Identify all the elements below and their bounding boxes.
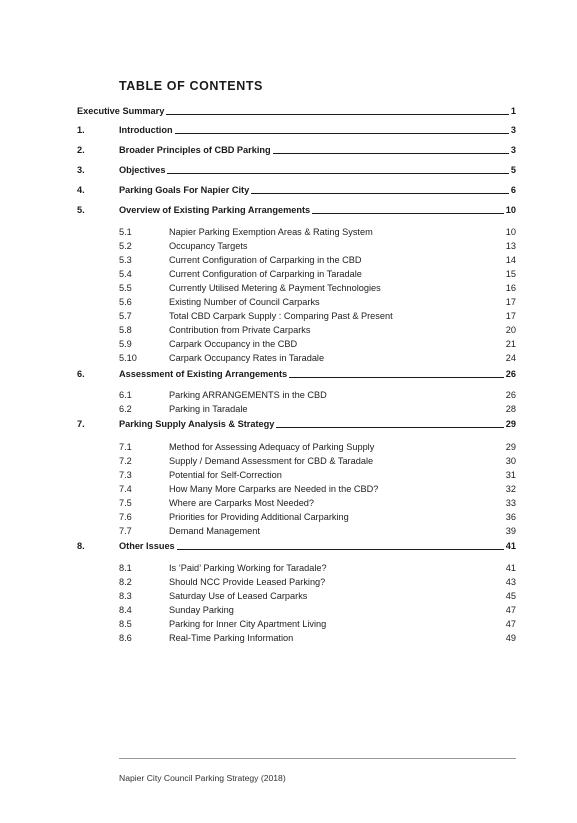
toc-subsection-page: 32 bbox=[505, 483, 516, 494]
toc-subsection-title: Carpark Occupancy in the CBD bbox=[169, 338, 298, 349]
toc-subsection-7-1[interactable] bbox=[119, 442, 516, 453]
toc-subsection-title: Sunday Parking bbox=[169, 604, 234, 615]
toc-subsection-5-3[interactable] bbox=[119, 255, 516, 266]
page-footer: Napier City Council Parking Strategy (2018) bbox=[119, 773, 286, 783]
toc-subsection-5-5[interactable] bbox=[119, 283, 516, 294]
toc-subsection-5-4[interactable] bbox=[119, 269, 516, 280]
toc-subsection-5-10[interactable] bbox=[119, 353, 516, 364]
toc-subsection-title: How Many More Carparks are Needed in the CBD? bbox=[169, 483, 379, 494]
toc-subsection-title: Parking ARRANGEMENTS in the CBD bbox=[169, 390, 327, 400]
dot-leader bbox=[177, 549, 504, 550]
toc-subsection-title: Method for Assessing Adequacy of Parking Supply bbox=[169, 442, 375, 452]
toc-subsection-title: Should NCC Provide Leased Parking? bbox=[169, 577, 326, 587]
toc-section-5[interactable] bbox=[77, 205, 516, 216]
toc-subsection-5-8[interactable] bbox=[119, 325, 516, 336]
toc-subsection-title: Priorities for Providing Additional Carparking bbox=[169, 511, 349, 522]
toc-section-page: 26 bbox=[505, 369, 516, 379]
toc-subsection-8-4[interactable] bbox=[119, 605, 516, 616]
toc-subsection-7-7[interactable] bbox=[119, 526, 516, 537]
toc-section-number: 3. bbox=[77, 165, 85, 175]
toc-subsection-number: 7.6 bbox=[119, 511, 132, 522]
toc-subsection-title: Carpark Occupancy Rates in Taradale bbox=[169, 352, 325, 363]
toc-subsection-7-2[interactable] bbox=[119, 456, 516, 467]
toc-section-page: 3 bbox=[510, 145, 516, 155]
toc-subsection-page: 16 bbox=[505, 282, 516, 293]
toc-subsection-page: 28 bbox=[505, 403, 516, 414]
toc-subsection-number: 7.1 bbox=[119, 442, 132, 452]
toc-subsection-page: 15 bbox=[505, 268, 516, 279]
toc-section-4[interactable] bbox=[77, 185, 516, 196]
toc-subsection-title: Occupancy Targets bbox=[169, 240, 248, 251]
toc-entry-executive-summary[interactable] bbox=[77, 106, 516, 117]
toc-subsection-number: 8.5 bbox=[119, 618, 132, 629]
toc-subsection-number: 5.1 bbox=[119, 227, 132, 237]
toc-section-8[interactable] bbox=[77, 541, 516, 552]
toc-section-number: 8. bbox=[77, 541, 85, 551]
toc-subsection-number: 8.3 bbox=[119, 590, 132, 601]
dot-leader bbox=[251, 193, 509, 194]
toc-subsection-number: 7.7 bbox=[119, 525, 132, 536]
toc-subsection-page: 41 bbox=[505, 563, 516, 573]
toc-section-6[interactable] bbox=[77, 369, 516, 380]
toc-section-number: 7. bbox=[77, 419, 85, 429]
toc-subsection-page: 49 bbox=[505, 632, 516, 643]
toc-subsection-page: 33 bbox=[505, 497, 516, 508]
page-title: TABLE OF CONTENTS bbox=[119, 79, 263, 93]
toc-subsection-number: 7.4 bbox=[119, 483, 132, 494]
toc-subsection-title: Where are Carparks Most Needed? bbox=[169, 497, 315, 508]
toc-subsection-6-1[interactable] bbox=[119, 390, 516, 401]
toc-subsection-title: Contribution from Private Carparks bbox=[169, 324, 311, 335]
toc-subsection-page: 13 bbox=[505, 240, 516, 251]
toc-entry-title: Executive Summary bbox=[77, 106, 165, 116]
dot-leader bbox=[289, 377, 504, 378]
toc-subsection-page: 24 bbox=[505, 352, 516, 363]
toc-subsection-8-5[interactable] bbox=[119, 619, 516, 630]
toc-subsection-number: 5.3 bbox=[119, 254, 132, 265]
toc-subsection-number: 8.1 bbox=[119, 563, 132, 573]
toc-subsection-title: Napier Parking Exemption Areas & Rating System bbox=[169, 227, 373, 237]
toc-subsection-8-6[interactable] bbox=[119, 633, 516, 644]
toc-subsection-title: Existing Number of Council Carparks bbox=[169, 296, 320, 307]
toc-subsection-number: 5.8 bbox=[119, 324, 132, 335]
toc-subsection-number: 8.6 bbox=[119, 632, 132, 643]
toc-subsection-number: 6.2 bbox=[119, 403, 132, 414]
toc-subsection-page: 30 bbox=[505, 455, 516, 466]
toc-subsection-5-1[interactable] bbox=[119, 227, 516, 238]
toc-subsection-page: 47 bbox=[505, 618, 516, 629]
toc-subsection-5-2[interactable] bbox=[119, 241, 516, 252]
toc-section-title: Assessment of Existing Arrangements bbox=[119, 369, 288, 379]
dot-leader bbox=[276, 427, 503, 428]
toc-subsection-page: 20 bbox=[505, 324, 516, 335]
toc-section-number: 1. bbox=[77, 125, 85, 135]
toc-section-page: 10 bbox=[505, 205, 516, 215]
toc-subsection-page: 17 bbox=[505, 296, 516, 307]
toc-subsection-title: Current Configuration of Carparking in the CBD bbox=[169, 254, 362, 265]
toc-subsection-8-2[interactable] bbox=[119, 577, 516, 588]
toc-subsection-page: 26 bbox=[505, 390, 516, 400]
toc-subsection-title: Saturday Use of Leased Carparks bbox=[169, 590, 308, 601]
dot-leader bbox=[175, 133, 509, 134]
toc-subsection-7-3[interactable] bbox=[119, 470, 516, 481]
toc-section-page: 6 bbox=[510, 185, 516, 195]
toc-subsection-title: Supply / Demand Assessment for CBD & Taradale bbox=[169, 455, 374, 466]
footer-divider bbox=[119, 758, 516, 759]
toc-subsection-5-9[interactable] bbox=[119, 339, 516, 350]
toc-subsection-page: 45 bbox=[505, 590, 516, 601]
toc-section-title: Other Issues bbox=[119, 541, 175, 551]
toc-subsection-page: 29 bbox=[505, 442, 516, 452]
toc-subsection-5-7[interactable] bbox=[119, 311, 516, 322]
toc-subsection-page: 39 bbox=[505, 525, 516, 536]
toc-subsection-page: 47 bbox=[505, 604, 516, 615]
toc-section-number: 2. bbox=[77, 145, 85, 155]
toc-section-page: 41 bbox=[505, 541, 516, 551]
toc-section-title: Parking Supply Analysis & Strategy bbox=[119, 419, 275, 429]
toc-subsection-title: Currently Utilised Metering & Payment Technologies bbox=[169, 282, 381, 293]
toc-subsection-title: Real-Time Parking Information bbox=[169, 632, 294, 643]
toc-subsection-title: Total CBD Carpark Supply : Comparing Past & Present bbox=[169, 310, 393, 321]
toc-subsection-title: Current Configuration of Carparking in Taradale bbox=[169, 268, 362, 279]
toc-subsection-number: 8.2 bbox=[119, 577, 132, 587]
toc-section-page: 5 bbox=[510, 165, 516, 175]
toc-section-3[interactable] bbox=[77, 165, 516, 176]
toc-subsection-page: 36 bbox=[505, 511, 516, 522]
toc-subsection-8-1[interactable] bbox=[119, 563, 516, 574]
toc-section-1[interactable] bbox=[77, 125, 516, 136]
toc-subsection-page: 10 bbox=[505, 227, 516, 237]
dot-leader bbox=[167, 173, 508, 174]
toc-subsection-page: 14 bbox=[505, 254, 516, 265]
toc-subsection-page: 21 bbox=[505, 338, 516, 349]
toc-subsection-7-5[interactable] bbox=[119, 498, 516, 509]
toc-section-title: Overview of Existing Parking Arrangements bbox=[119, 205, 311, 215]
toc-entry-page: 1 bbox=[510, 106, 516, 116]
toc-section-title: Parking Goals For Napier City bbox=[119, 185, 250, 195]
toc-subsection-number: 5.10 bbox=[119, 352, 137, 363]
toc-subsection-number: 8.4 bbox=[119, 604, 132, 615]
toc-subsection-number: 5.5 bbox=[119, 282, 132, 293]
toc-subsection-page: 43 bbox=[505, 577, 516, 587]
toc-subsection-7-4[interactable] bbox=[119, 484, 516, 495]
toc-subsection-number: 7.2 bbox=[119, 455, 132, 466]
toc-subsection-number: 5.6 bbox=[119, 296, 132, 307]
toc-section-2[interactable] bbox=[77, 145, 516, 156]
toc-section-page: 3 bbox=[510, 125, 516, 135]
toc-subsection-8-3[interactable] bbox=[119, 591, 516, 602]
toc-subsection-6-2[interactable] bbox=[119, 404, 516, 415]
toc-section-page: 29 bbox=[505, 419, 516, 429]
dot-leader bbox=[166, 114, 509, 115]
toc-subsection-page: 17 bbox=[505, 310, 516, 321]
toc-subsection-number: 5.2 bbox=[119, 240, 132, 251]
toc-subsection-number: 5.7 bbox=[119, 310, 132, 321]
toc-subsection-number: 5.4 bbox=[119, 268, 132, 279]
toc-section-number: 4. bbox=[77, 185, 85, 195]
toc-subsection-5-6[interactable] bbox=[119, 297, 516, 308]
dot-leader bbox=[273, 153, 509, 154]
toc-section-title: Objectives bbox=[119, 165, 166, 175]
toc-subsection-page: 31 bbox=[505, 469, 516, 480]
toc-subsection-title: Is ‘Paid’ Parking Working for Taradale? bbox=[169, 563, 327, 573]
toc-section-7[interactable] bbox=[77, 419, 516, 430]
toc-subsection-number: 7.3 bbox=[119, 469, 132, 480]
toc-subsection-title: Parking in Taradale bbox=[169, 403, 248, 414]
toc-section-title: Broader Principles of CBD Parking bbox=[119, 145, 271, 155]
toc-subsection-title: Potential for Self-Correction bbox=[169, 469, 282, 480]
dot-leader bbox=[312, 213, 504, 214]
toc-subsection-title: Demand Management bbox=[169, 525, 260, 536]
toc-subsection-title: Parking for Inner City Apartment Living bbox=[169, 618, 327, 629]
toc-subsection-number: 7.5 bbox=[119, 497, 132, 508]
toc-section-number: 6. bbox=[77, 369, 85, 379]
toc-subsection-number: 6.1 bbox=[119, 390, 132, 400]
toc-subsection-7-6[interactable] bbox=[119, 512, 516, 523]
toc-subsection-number: 5.9 bbox=[119, 338, 132, 349]
toc-section-number: 5. bbox=[77, 205, 85, 215]
toc-section-title: Introduction bbox=[119, 125, 173, 135]
